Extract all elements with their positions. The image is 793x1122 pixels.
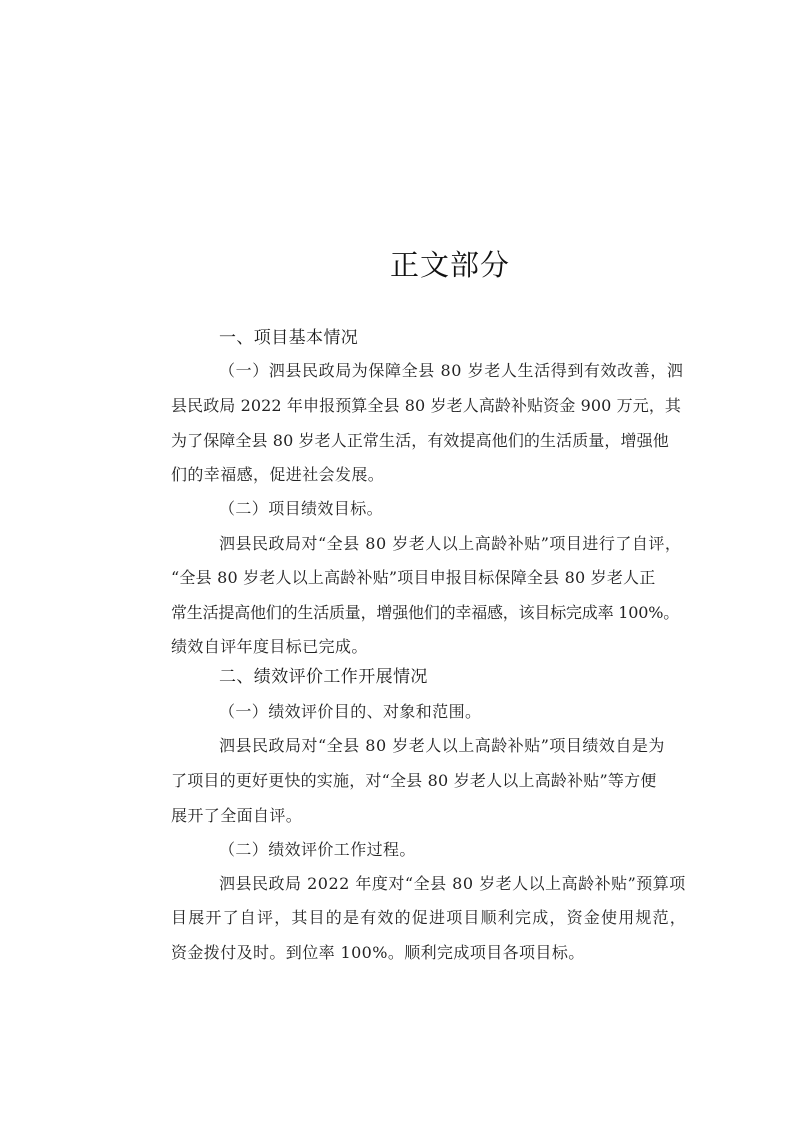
paragraph-line: 泗县民政局 2022 年度对“全县 80 岁老人以上高龄补贴”预算项 (219, 874, 686, 893)
subsection-heading-evaluation-process: （二）绩效评价工作过程。 (219, 840, 416, 859)
paragraph-line: “全县 80 岁老人以上高龄补贴”项目申报目标保障全县 80 岁老人正 (171, 568, 656, 587)
paragraph-line: 常生活提高他们的生活质量，增强他们的幸福感，该目标完成率 100%。 (171, 603, 680, 622)
paragraph-line: 县民政局 2022 年申报预算全县 80 岁老人高龄补贴资金 900 万元，其 (171, 396, 682, 415)
page-title: 正文部分 (389, 248, 510, 282)
paragraph-line: 目展开了自评，其目的是有效的促进项目顺利完成，资金使用规范， (171, 908, 688, 927)
paragraph-line: 为了保障全县 80 岁老人正常生活，有效提高他们的生活质量，增强他 (171, 431, 669, 450)
paragraph-line: 资金拨付及时。到位率 100%。顺利完成项目各项目标。 (171, 943, 585, 962)
subsection-heading-evaluation-scope: （一）绩效评价目的、对象和范围。 (219, 702, 482, 721)
section-heading-evaluation-work: 二、绩效评价工作开展情况 (219, 667, 428, 687)
section-heading-project-basics: 一、项目基本情况 (219, 328, 359, 348)
paragraph-line: 展开了全面自评。 (171, 806, 303, 825)
paragraph-line: 了项目的更好更快的实施，对“全县 80 岁老人以上高龄补贴”等方便 (171, 771, 657, 790)
paragraph-line: 泗县民政局对“全县 80 岁老人以上高龄补贴”项目进行了自评， (219, 534, 682, 553)
paragraph-line: 绩效自评年度目标已完成。 (171, 637, 368, 656)
subsection-heading-performance-goals: （二）项目绩效目标。 (219, 499, 384, 518)
paragraph-line: （一）泗县民政局为保障全县 80 岁老人生活得到有效改善，泗 (219, 361, 684, 380)
paragraph-line: 泗县民政局对“全县 80 岁老人以上高龄补贴”项目绩效自是为 (219, 736, 665, 755)
paragraph-line: 们的幸福感，促进社会发展。 (171, 465, 385, 484)
